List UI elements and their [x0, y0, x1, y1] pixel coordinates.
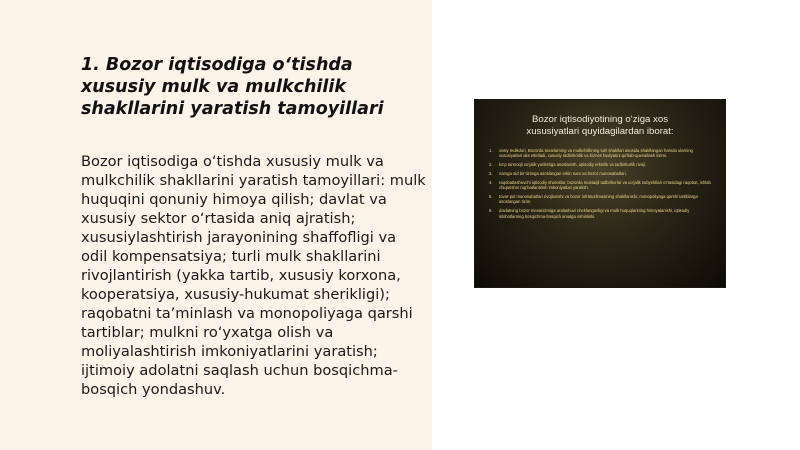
slide-list-number: 4. — [489, 179, 493, 185]
slide-title-line-2: xususiyatlari quyidagilardan iborat: — [526, 126, 674, 137]
slide-list-item — [489, 194, 715, 205]
slide-list-text: ko‘p tarmoqli xo‘jalik yuritishga asoslanish, iqtisodiy erkinlik va tadbirkorlik rivoji. — [499, 162, 647, 168]
slide-title — [475, 114, 725, 138]
section-heading: 1. Bozor iqtisodiga o‘tishda xususiy mulk va mulkchilik shakllarini yaratish tamoyillari — [81, 55, 384, 119]
slide-list-number: 1. — [489, 148, 493, 153]
slide-list-text: raqobatlashuvchi iqtisodiy sharoitlar, bozorda mustaqil tadbirkorlar va xo‘jalik subyektlari o‘rtasidagi raqobat, ishlab chiqarishni rag‘batlantirish imkoniyatlari yaratish. — [499, 179, 711, 191]
slide-list-text: davlatning bozor mexanizmiga aralashuvi cheklanganligi va mulk huquqlarining himoyalanishi, iqtisodiy islohotlarning bosqichma-bosqich amalga oshirilishi. — [499, 208, 690, 219]
body-paragraph: Bozor iqtisodiga o‘tishda xususiy mulk va mulkchilik shakllarini yaratish tamoyillari: mulk huquqini qonuniy himoya qilish; davlat va xususiy sektor o‘rtasida aniq ajratish; xususiylashtirish jarayonining shaffofligi va odil kompensatsiya; turli mulk shakllarini rivojlantirish (yakka tartib, xususiy korxona, kooperatsiya, xususiy-hukumat sherikligi); raqobatni ta’minlash va monopoliyaga qarshi tartiblar; mulkni ro‘yxatga olish va moliyalashtirish imkoniyatlarini yaratish; ijtimoiy adolatni saqlash uchun bosqichma-bosqich yondashuv. — [81, 153, 426, 398]
slide-list-item — [489, 171, 715, 176]
slide-list-item — [489, 162, 715, 167]
slide-list-item — [489, 180, 715, 191]
slide-list-text: narxga oid bir tizimga asoslangan erkin narx va bozor munosabatlari. — [499, 171, 627, 177]
slide-list — [489, 148, 715, 223]
slide-title-line-1: Bozor iqtisodiyotining o‘ziga xos — [532, 114, 668, 125]
slide-list-item — [489, 148, 715, 159]
slide-list-text: tovar-pul munosabatlari rivojlanishi va bozor infratuzilmasining shakllanishi, monopoliyaga qarshi tartiblarga asoslangan tizim. — [499, 194, 698, 205]
slide-list-item — [489, 208, 715, 219]
slide-image — [475, 100, 725, 287]
slide-list-number: 3. — [489, 171, 493, 177]
slide-list-number: 5. — [489, 194, 493, 200]
slide-list-text: xosiy mulkdori, Bozorda tovarlarning va mulkchilikning turli shakllari asosida shakllangan hamda ularning xususiyatlari aks ettiriladi, xususiy tadbirkorlik va biznes faoliyatini qo‘llab-quvvatlash tizimi. — [499, 148, 693, 159]
slide-list-number: 6. — [489, 208, 493, 214]
slide-list-number: 2. — [489, 162, 493, 168]
